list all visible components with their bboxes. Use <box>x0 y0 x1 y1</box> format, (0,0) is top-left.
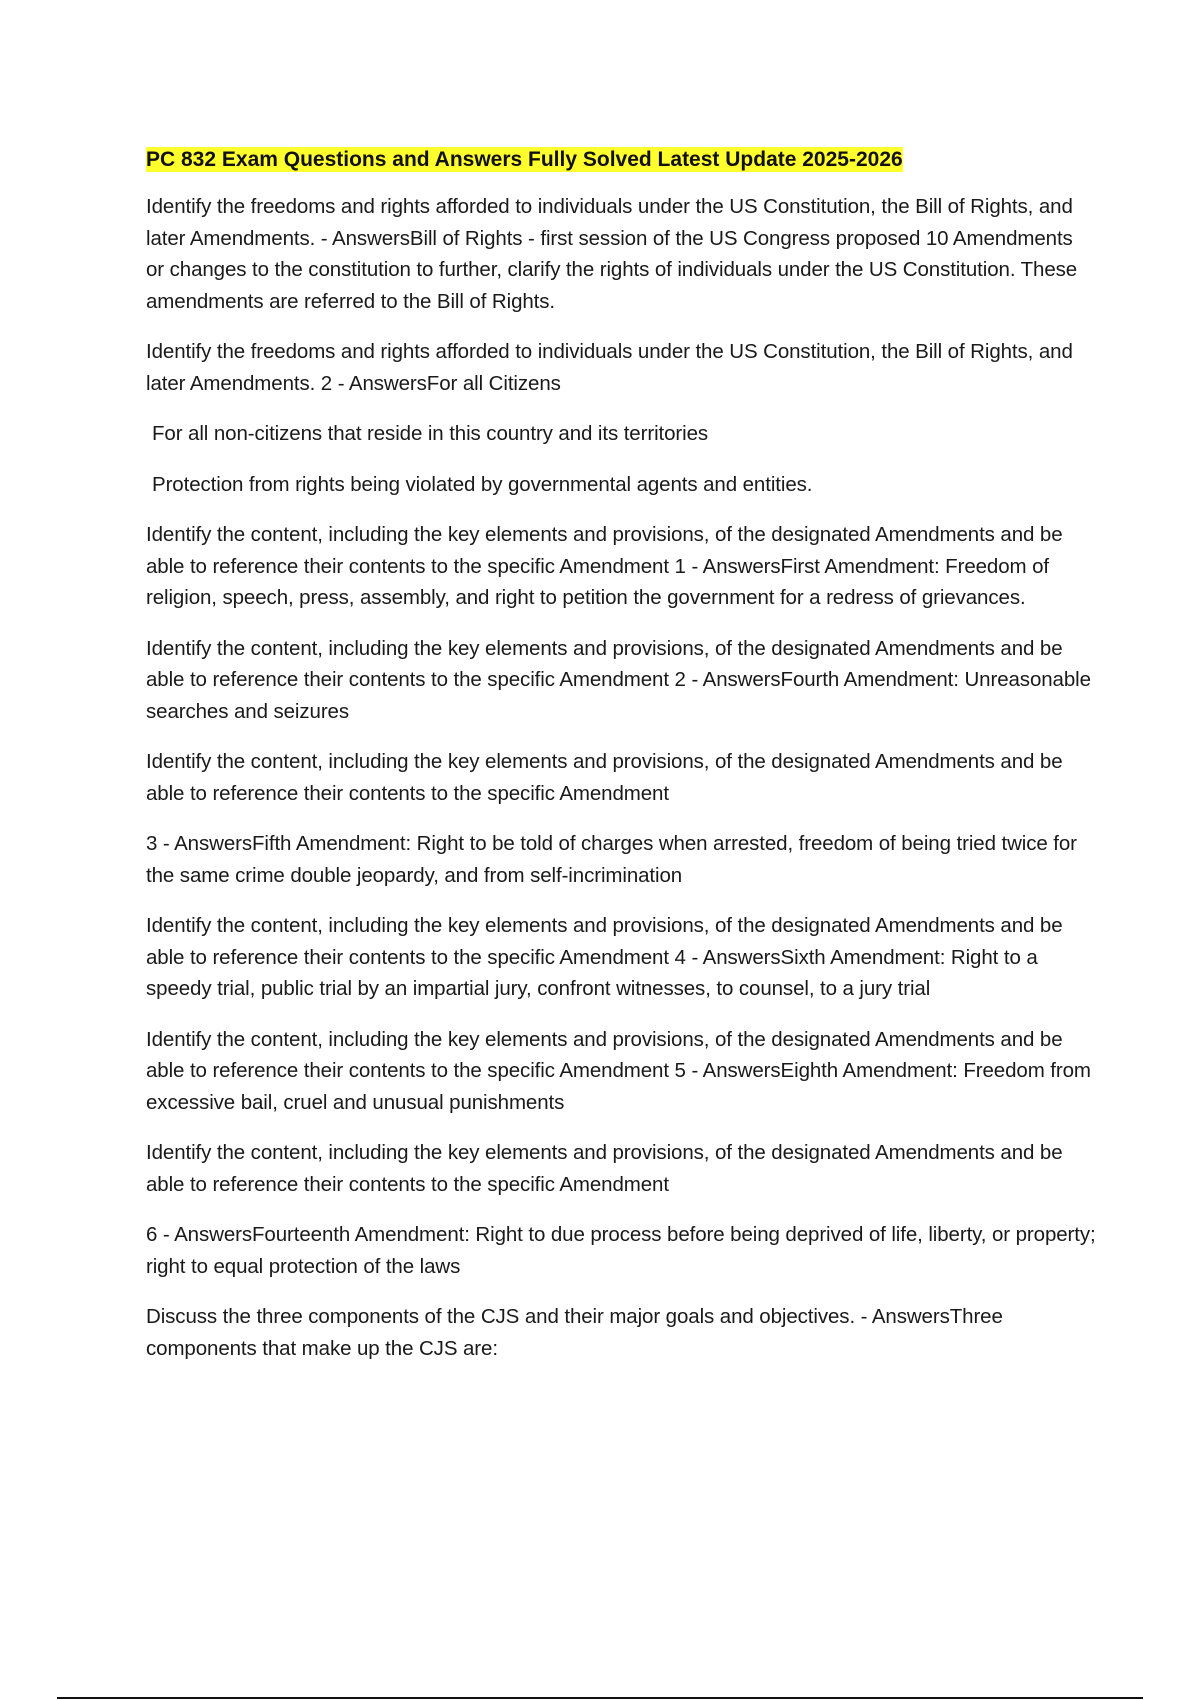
paragraph-cjs-components: Discuss the three components of the CJS and their major goals and objectives. - AnswersThree components that make up the CJS are: <box>146 1305 1003 1360</box>
paragraph-amendment-2: Identify the content, including the key elements and provisions, of the designated Amendments and be able to reference their contents to the specific Amendment 2 - AnswersFourth Amendment: Unreasonable searches and seizures <box>146 636 1091 723</box>
paragraph-amendment-5: Identify the content, including the key elements and provisions, of the designated Amendments and be able to reference their contents to the specific Amendment 5 - AnswersEighth Amendment: Freedom from excessive bail, cruel and unusual punishments <box>146 1027 1091 1114</box>
paragraph-protection: Protection from rights being violated by governmental agents and entities. <box>152 472 813 496</box>
paragraph-bill-of-rights: Identify the freedoms and rights afforded to individuals under the US Constitution, the Bill of Rights, and later Amendments. - AnswersBill of Rights - first session of the US Congress proposed 10 Amendments or changes to the constitution to further, clarify the rights of individuals under the US Constitution. These amendments are referred to the Bill of Rights. <box>146 195 1078 313</box>
title-block <box>146 144 1096 177</box>
paragraph-freedoms-2: Identify the freedoms and rights afforded to individuals under the US Constitution, the Bill of Rights, and later Amendments. 2 - AnswersFor all Citizens <box>146 340 1073 395</box>
document-body <box>146 144 1096 1383</box>
paragraph-amendment-4: Identify the content, including the key elements and provisions, of the designated Amendments and be able to reference their contents to the specific Amendment 4 - AnswersSixth Amendment: Right to a speedy trial, public trial by an impartial jury, confront witnesses, to counsel, to a jury trial <box>146 914 1063 1000</box>
paragraph-amendment-1: Identify the content, including the key elements and provisions, of the designated Amendments and be able to reference their contents to the specific Amendment 1 - AnswersFirst Amendment: Freedom of religion, speech, press, assembly, and right to petition the government for a redress of grievances. <box>146 523 1063 609</box>
footer-divider <box>57 1697 1143 1699</box>
paragraph-amendment-question-6: Identify the content, including the key elements and provisions, of the designated Amendments and be able to reference their contents to the specific Amendment <box>146 1141 1063 1196</box>
document-title: PC 832 Exam Questions and Answers Fully Solved Latest Update 2025-2026 <box>146 148 903 171</box>
paragraph-non-citizens: For all non-citizens that reside in this country and its territories <box>152 422 709 445</box>
paragraph-amendment-answer-6: 6 - AnswersFourteenth Amendment: Right to due process before being deprived of life, liberty, or property; right to equal protection of the laws <box>146 1223 1096 1278</box>
paragraph-amendment-answer-3: 3 - AnswersFifth Amendment: Right to be told of charges when arrested, freedom of being tried twice for the same crime double jeopardy, and from self-incrimination <box>146 832 1077 887</box>
paragraph-amendment-question-3: Identify the content, including the key elements and provisions, of the designated Amendments and be able to reference their contents to the specific Amendment <box>146 750 1063 805</box>
